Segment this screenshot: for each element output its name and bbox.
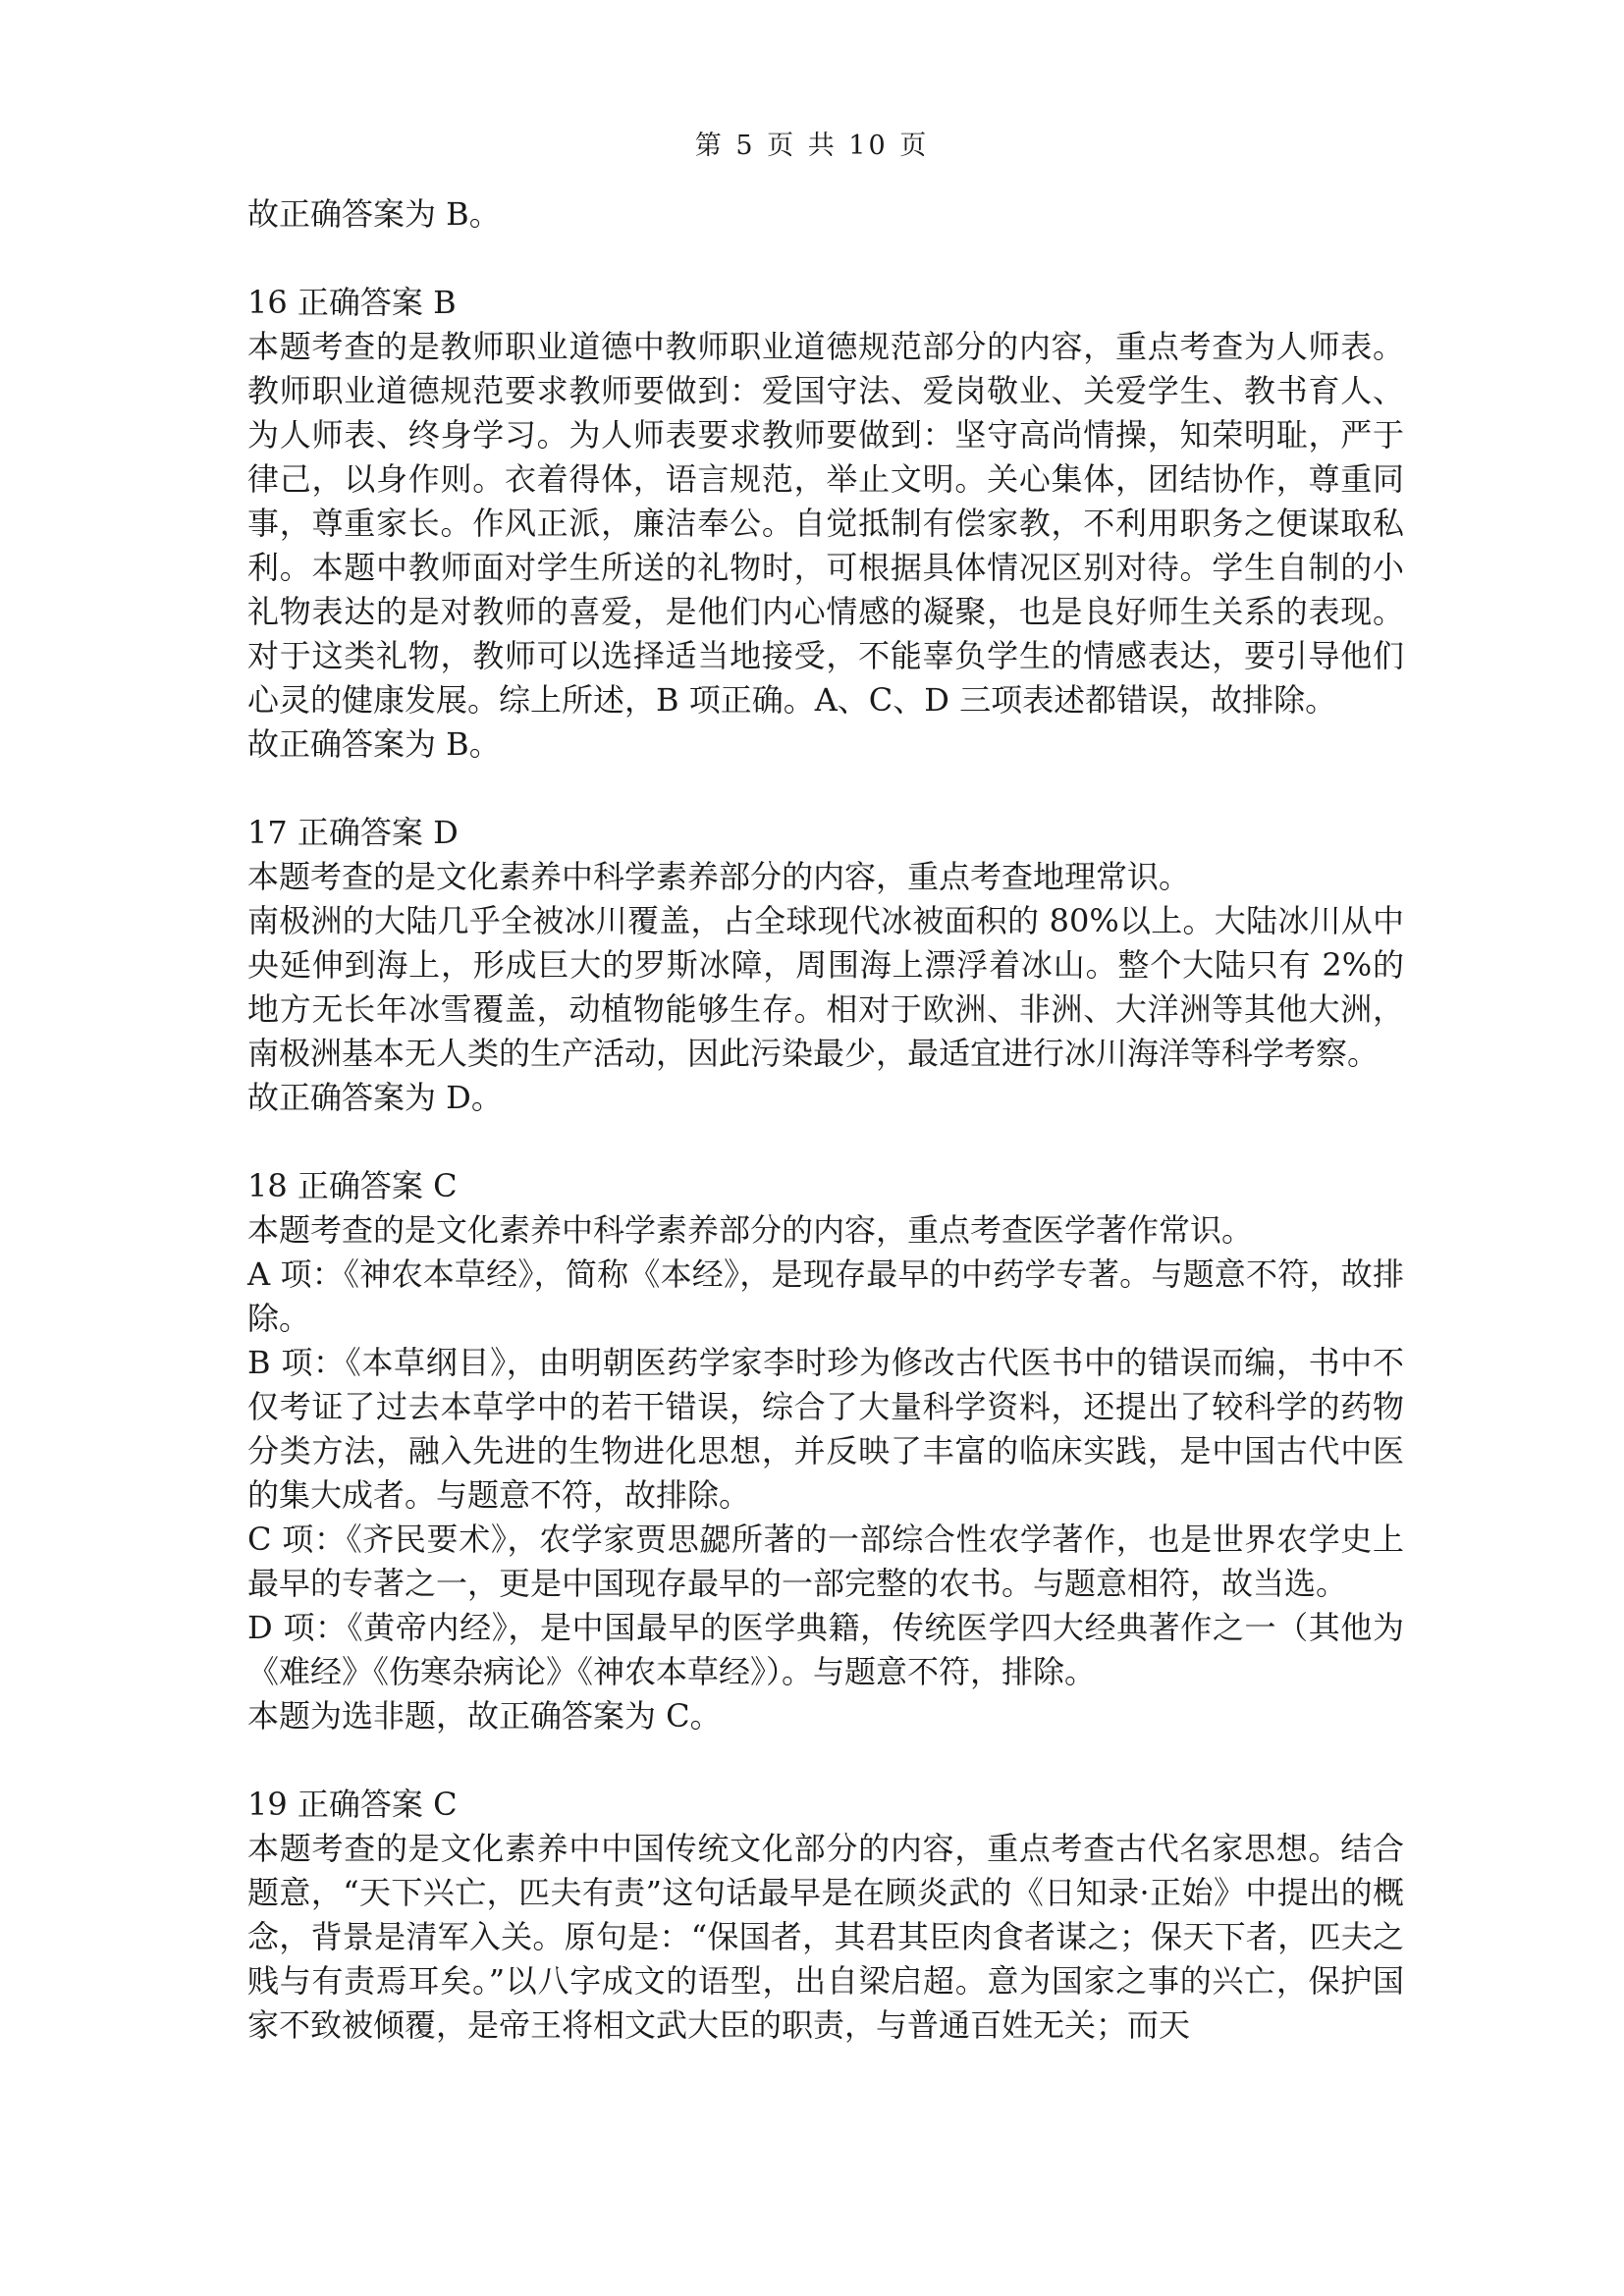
- answer-conclusion-18: 本题为选非题，故正确答案为 C。: [247, 1697, 722, 1735]
- spacer: [247, 1738, 1404, 1783]
- answer-conclusion-16: 故正确答案为 B。: [247, 725, 501, 763]
- option-c: C 项：《齐民要术》，农学家贾思勰所著的一部综合性农学著作，也是世界农学史上最早的专著之一，更是中国现存最早的一部完整的农书。与题意相符，故当选。: [247, 1521, 1404, 1602]
- answer-heading-17: 17 正确答案 D: [247, 814, 459, 851]
- spacer: [247, 237, 1404, 281]
- answer-conclusion-17: 故正确答案为 D。: [247, 1079, 503, 1116]
- explanation-18-intro: 本题考查的是文化素养中科学素养部分的内容，重点考查医学著作常识。: [247, 1211, 1254, 1249]
- option-a: A 项：《神农本草经》，简称《本经》，是现存最早的中药学专著。与题意不符，故排除。: [247, 1255, 1404, 1337]
- document-body: [247, 192, 1404, 2048]
- answer-heading-19: 19 正确答案 C: [247, 1786, 458, 1823]
- answer-heading-18: 18 正确答案 C: [247, 1167, 458, 1204]
- explanation-16: 本题考查的是教师职业道德中教师职业道德规范部分的内容，重点考查为人师表。教师职业道德规范要求教师要做到：爱国守法、爱岗敬业、关爱学生、教书育人、为人师表、终身学习。为人师表要求教师要做到：坚守高尚情操，知荣明耻，严于律己，以身作则。衣着得体，语言规范，举止文明。关心集体，团结协作，尊重同事，尊重家长。作风正派，廉洁奉公。自觉抵制有偿家教，不利用职务之便谋取私利。本题中教师面对学生所送的礼物时，可根据具体情况区别对待。学生自制的小礼物表达的是对教师的喜爱，是他们内心情感的凝聚，也是良好师生关系的表现。对于这类礼物，教师可以选择适当地接受，不能辜负学生的情感表达，要引导他们心灵的健康发展。综上所述，B 项正确。A、C、D 三项表述都错误，故排除。: [247, 328, 1404, 719]
- explanation-17-body: 南极洲的大陆几乎全被冰川覆盖，占全球现代冰被面积的 80%以上。大陆冰川从中央延伸到海上，形成巨大的罗斯冰障，周围海上漂浮着冰山。整个大陆只有 2%的地方无长年冰雪覆盖，动植物能够生存。相对于欧洲、非洲、大洋洲等其他大洲，南极洲基本无人类的生产活动，因此污染最少，最适宜进行冰川海洋等科学考察。: [247, 902, 1404, 1072]
- explanation-19: 本题考查的是文化素养中中国传统文化部分的内容，重点考查古代名家思想。结合题意，“天下兴亡，匹夫有责”这句话最早是在顾炎武的《日知录·正始》中提出的概念，背景是清军入关。原句是：“保国者，其君其臣肉食者谋之；保天下者，匹夫之贱与有责焉耳矣。”以八字成文的语型，出自梁启超。意为国家之事的兴亡，保护国家不致被倾覆，是帝王将相文武大臣的职责，与普通百姓无关；而天: [247, 1830, 1404, 2044]
- paragraph: 故正确答案为 B。: [247, 195, 501, 233]
- explanation-17-intro: 本题考查的是文化素养中科学素养部分的内容，重点考查地理常识。: [247, 858, 1191, 895]
- spacer: [247, 767, 1404, 811]
- spacer: [247, 1120, 1404, 1164]
- answer-heading-16: 16 正确答案 B: [247, 284, 457, 321]
- option-d: D 项：《黄帝内经》，是中国最早的医学典籍，传统医学四大经典著作之一（其他为《难经》《伤寒杂病论》《神农本草经》）。与题意不符，排除。: [247, 1609, 1404, 1690]
- page-header: 第 5 页 共 10 页: [694, 131, 930, 161]
- option-b: B 项：《本草纲目》，由明朝医药学家李时珍为修改古代医书中的错误而编，书中不仅考证了过去本草学中的若干错误，综合了大量科学资料，还提出了较科学的药物分类方法，融入先进的生物进化思想，并反映了丰富的临床实践，是中国古代中医的集大成者。与题意不符，故排除。: [247, 1344, 1404, 1514]
